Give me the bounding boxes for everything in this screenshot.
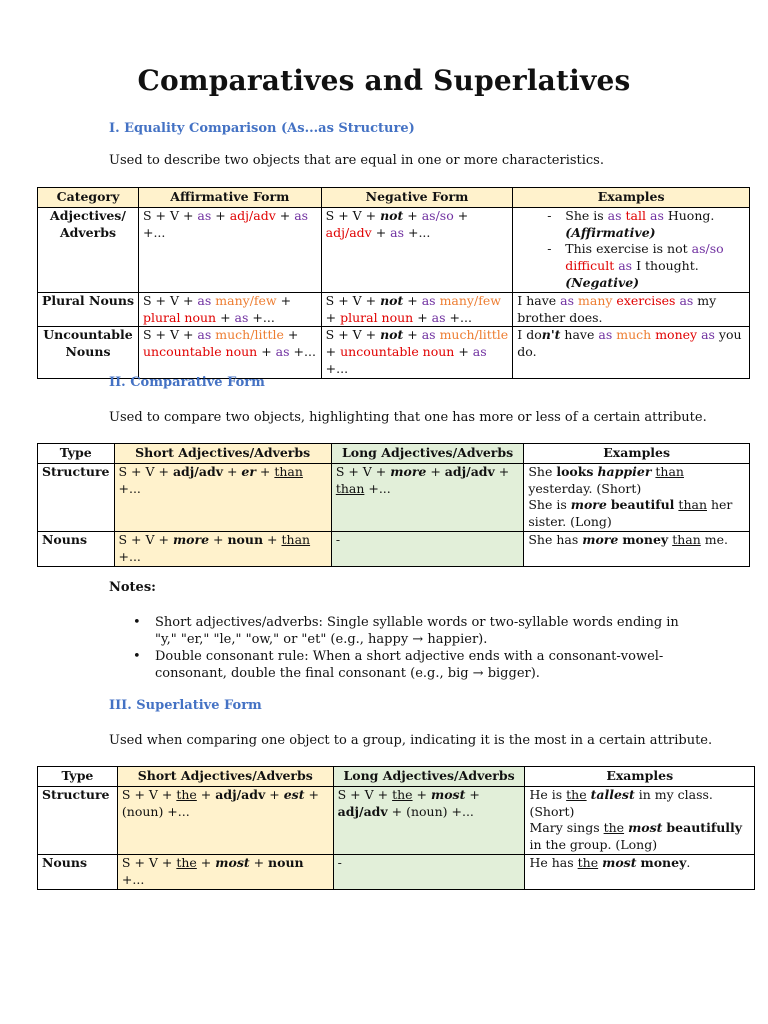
table-header-row [38,444,750,464]
header-cell: Long Adjectives/Adverbs [331,444,524,464]
examples-cell: He has the most money. [525,854,755,889]
type-cell: Structure [38,463,115,531]
long-form-cell: - [331,531,524,566]
header-cell: Type [38,767,118,787]
list-item: - This exercise is not as/so difficult as I thought. (Negative) [565,241,745,291]
short-form-cell: S + V + adj/adv + er + than +... [114,463,331,531]
header-cell: Examples [525,767,755,787]
affirmative-cell: S + V + as + adj/adv + as +... [138,207,321,292]
examples-cell: I have as many exercises as my brother does. [513,292,750,327]
table-row [38,854,755,889]
header-cell: Negative Form [321,188,513,208]
table-header-row [38,188,750,208]
list-item: • Double consonant rule: When a short adjective ends with a consonant-vowel-consonant, double the final consonant (e.g., big → bigger). [133,648,693,682]
examples-cell: She has more money than me. [524,531,750,566]
long-form-cell: S + V + more + adj/adv + than +... [331,463,524,531]
header-cell: Category [38,188,139,208]
type-cell: Nouns [38,854,118,889]
negative-cell: S + V + not + as much/little + uncountable noun + as +... [321,327,513,378]
section-heading-superlative: III. Superlative Form [109,698,262,713]
type-cell: Nouns [38,531,115,566]
page-title: Comparatives and Superlatives [137,64,631,97]
table-row [38,786,755,854]
table-row [38,531,750,566]
section-heading-comparative: II. Comparative Form [109,375,265,390]
short-form-cell: S + V + more + noun + than +... [114,531,331,566]
section-desc-comparative: Used to compare two objects, highlighting that one has more or less of a certain attribute. [109,410,707,425]
examples-cell [513,207,750,292]
table-header-row [38,767,755,787]
comparative-table [37,443,750,567]
negative-cell: S + V + not + as many/few + plural noun + as +... [321,292,513,327]
category-cell: Uncountable Nouns [38,327,139,378]
category-cell: Plural Nouns [38,292,139,327]
header-cell: Long Adjectives/Adverbs [333,767,525,787]
notes-label: Notes: [109,580,156,595]
examples-cell: I don't have as much money as you do. [513,327,750,378]
header-cell: Affirmative Form [138,188,321,208]
short-form-cell: S + V + the + most + noun +... [117,854,333,889]
table-row [38,207,750,292]
list-item: - She is as tall as Huong. (Affirmative) [565,208,745,242]
negative-cell: S + V + not + as/so + adj/adv + as +... [321,207,513,292]
examples-cell: He is the tallest in my class. (Short) Mary sings the most beautifully in the group. (Long) [525,786,755,854]
affirmative-cell: S + V + as many/few + plural noun + as +... [138,292,321,327]
table-row [38,327,750,378]
table-row [38,463,750,531]
list-item: • Short adjectives/adverbs: Single syllable words or two-syllable words ending in "y," "er," "le," "ow," or "et" (e.g., happy → happier). [133,614,693,648]
examples-cell: She looks happier than yesterday. (Short) She is more beautiful than her sister. (Long) [524,463,750,531]
long-form-cell: - [333,854,525,889]
section-desc-equality: Used to describe two objects that are equal in one or more characteristics. [109,153,604,168]
header-cell: Short Adjectives/Adverbs [114,444,331,464]
long-form-cell: S + V + the + most + adj/adv + (noun) +... [333,786,525,854]
section-desc-superlative: Used when comparing one object to a group, indicating it is the most in a certain attribute. [109,733,713,748]
category-cell: Adjectives/ Adverbs [38,207,139,292]
affirmative-cell: S + V + as much/little + uncountable noun + as +... [138,327,321,378]
header-cell: Examples [513,188,750,208]
superlative-table [37,766,755,890]
section-heading-equality: I. Equality Comparison (As...as Structure) [109,121,415,136]
notes-list [133,614,693,682]
header-cell: Type [38,444,115,464]
type-cell: Structure [38,786,118,854]
short-form-cell: S + V + the + adj/adv + est + (noun) +... [117,786,333,854]
header-cell: Short Adjectives/Adverbs [117,767,333,787]
table-row [38,292,750,327]
equality-table [37,187,750,379]
header-cell: Examples [524,444,750,464]
